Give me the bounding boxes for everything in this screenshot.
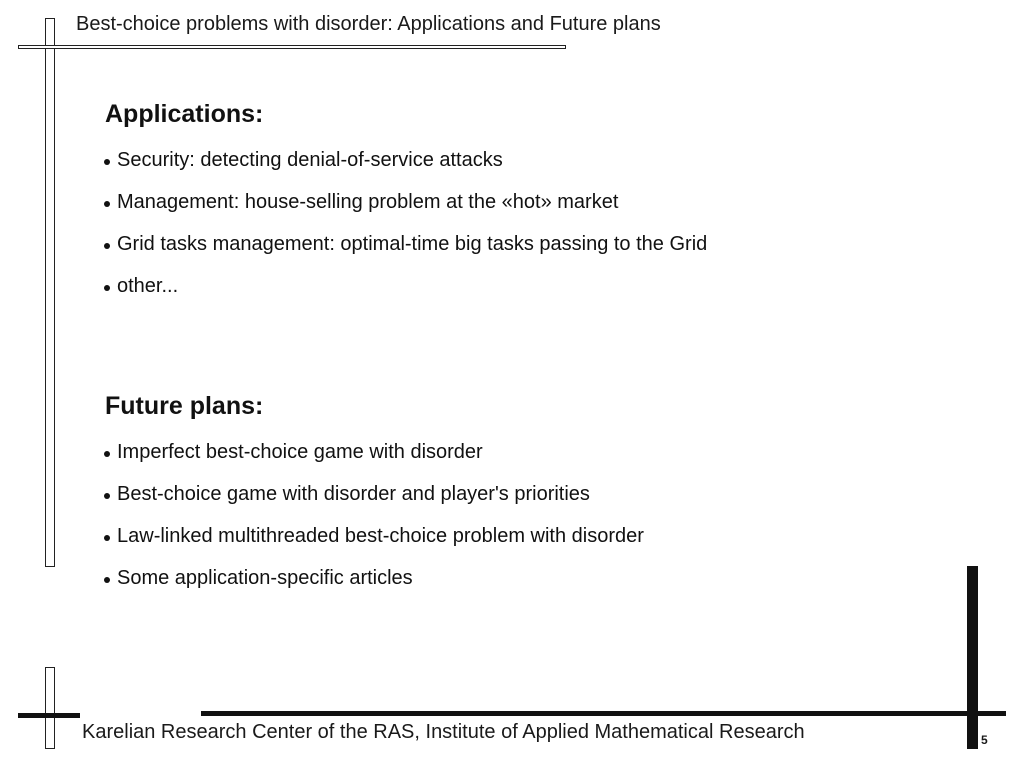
list-item [104,232,707,274]
bullet-icon [104,535,110,541]
right-vertical-bar [967,566,978,749]
applications-list [104,148,707,316]
list-item-text: Grid tasks management: optimal-time big tasks passing to the Grid [117,233,708,255]
list-item-text: Imperfect best-choice game with disorder [117,441,483,463]
bullet-icon [104,201,110,207]
bullet-icon [104,285,110,291]
bullet-icon [104,493,110,499]
left-vertical-bar-top [45,18,55,567]
list-item [104,524,644,566]
title-underline-rule [18,45,566,49]
bullet-icon [104,577,110,583]
future-plans-list [104,440,644,608]
footer-rule [201,711,1006,716]
list-item-text: Best-choice game with disorder and player's priorities [117,483,590,505]
page-number: 5 [981,733,988,747]
list-item [104,190,707,232]
list-item [104,440,644,482]
list-item-text: Security: detecting denial-of-service attacks [117,149,503,171]
applications-heading: Applications: [105,100,264,128]
future-plans-heading: Future plans: [105,392,264,420]
bullet-icon [104,243,110,249]
left-vertical-bar-bottom [45,667,55,749]
list-item [104,274,707,316]
slide-title: Best-choice problems with disorder: Applications and Future plans [76,13,661,35]
list-item [104,148,707,190]
bullet-icon [104,451,110,457]
list-item-text: other... [117,275,179,297]
list-item [104,482,644,524]
footer-institution: Karelian Research Center of the RAS, Institute of Applied Mathematical Research [82,721,805,743]
footer-left-rule [18,713,80,718]
list-item-text: Management: house-selling problem at the «hot» market [117,191,619,213]
list-item-text: Law-linked multithreaded best-choice problem with disorder [117,525,644,547]
list-item [104,566,644,608]
bullet-icon [104,159,110,165]
list-item-text: Some application-specific articles [117,567,413,589]
